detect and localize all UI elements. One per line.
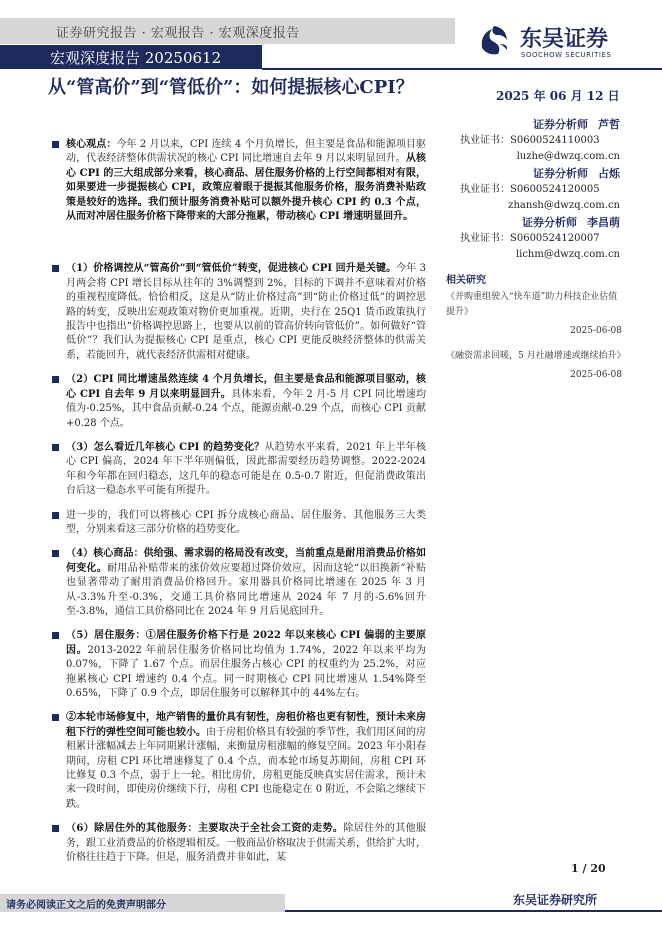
square-bullet-icon [52,141,59,148]
square-bullet-icon [52,512,59,519]
square-bullet-icon [52,714,59,721]
analyst-name: 李昌萌 [587,216,620,229]
square-bullet-icon [52,825,59,832]
analyst-name: 占烁 [598,167,620,180]
analyst-cert: 执业证书：S0600524120005 [460,184,600,195]
related-research [446,271,626,393]
square-bullet-icon [52,444,59,451]
logo-name-en: SOOCHOW SECURITIES [521,51,612,59]
related-title: 相关研究 [446,275,486,286]
related-item[interactable]: 《并购重组驶入“快车道”助力科技企业估值提升》 [446,292,618,317]
paragraph-text: 除居住外的其他服务，跟工业消费品的价格逻辑相反。一般商品价格取决于供需关系，供给扩大时，价格往往趋于下降。但是，服务消费并非如此，某 [66,823,426,864]
paragraph [50,138,426,224]
report-date: 2025 年 06 月 12 日 [496,89,620,103]
related-item[interactable]: 《融资需求回暖，5 月社融增速或继续抬升》 [446,351,626,361]
paragraph-lead: （1）价格调控从“管高价”到“管低价”转变，促进核心 CPI 回升是关键。 [66,263,397,275]
paragraph-lead: ②本轮市场修复中，地产销售的量价具有韧性，房租价格也更有韧性，预计未来房租下行的弹性空间可能也较小。 [66,712,426,738]
logo-name-cn: 东吴证券 [520,27,609,52]
page-number: 1 / 20 [571,862,606,875]
disclaimer-note[interactable]: 请务必阅读正文之后的免责声明部分 [6,900,166,911]
analyst-role: 证券分析师 [533,167,588,180]
soochow-logo-icon [476,22,512,58]
analyst-role: 证券分析师 [522,216,577,229]
analyst-name-line [460,165,620,182]
related-date: 2025-06-08 [570,326,622,336]
paragraph [50,711,426,812]
paragraph [50,262,426,363]
paragraph-text: 今年 2 月以来，CPI 连续 4 个月负增长，但主要是食品和能源项目驱动，代表经济整体供需状况的核心 CPI 同比增速自去年 9 月以来明显回升。 [66,139,426,165]
paragraph [50,373,426,431]
paragraph-lead: （4）核心商品：供给强、需求弱的格局没有改变，当前重点是耐用消费品价格如何变化。 [66,548,426,574]
paragraph [50,822,426,865]
body-column [50,138,426,875]
paragraph-text: 从趋势水平来看，2021 年上半年核心 CPI 偏高，2024 年下半年则偏低，因此都需要经历趋势调整。2022-2024 年和今年都在回归稳态，这几年的稳态可能是在 0.5-0.7 附近，但促消费政策出台后这一稳态水平可能有所提升。 [66,441,426,497]
analyst-name-line [460,214,620,231]
paragraph [50,629,426,701]
analyst-email[interactable]: luzhe@dwzq.com.cn [516,151,620,162]
paragraph-text: 进一步的，我们可以将核心 CPI 拆分成核心商品、居住服务、其他服务三大类型，分别来看这三部分价格的趋势变化。 [66,509,426,535]
paragraph-text: 具体来看，今年 2 月-5 月 CPI 同比增速均值为-0.25%，其中食品贡献-0.24 个点，能源贡献-0.29 个点，而核心 CPI 贡献+0.28 个点。 [66,388,427,429]
footer-rule [285,910,662,912]
paragraph-lead: （3）怎么看近几年核心 CPI 的趋势变化？ [66,441,265,453]
paragraph [50,509,426,538]
analyst-name: 芦哲 [598,118,620,131]
square-bullet-icon [52,550,59,557]
paragraph-text: 由于房租价格具有较强的季节性，我们用区间的房租累计涨幅减去上年同期累计涨幅，来衡量房租涨幅的修复空间。2023 年小阳春期间，房租 CPI 环比增速修复了 0.4 个点，而本轮市场复苏期间，房租 CPI 环比修复 0.3 个点，弱于上一轮。相比房价，房租更能反映真实居住需求，预计未来一段时间，即使房价继续下行，房租 CPI 也能稳定在 0 附近，不会陷之继续下跌。 [66,726,426,810]
analyst-list [460,116,620,263]
paragraph-lead: （2）CPI 同比增速虽然连续 4 个月负增长，但主要是食品和能源项目驱动，核心 CPI 自去年 9 月以来明显回升。 [66,374,426,400]
paragraph-lead: （6）除居住外的其他服务：主要取决于全社会工资的走势。 [66,823,344,835]
analyst-name-line [460,116,620,133]
paragraph-lead: （5）居住服务：①居住服务价格下行是 2022 年以来核心 CPI 偏弱的主要原因。 [66,630,426,656]
header-rule [262,68,662,70]
square-bullet-icon [52,632,59,639]
analyst-entry [460,214,620,263]
square-bullet-icon [52,265,59,272]
analyst-cert: 执业证书：S0600524120007 [460,233,600,244]
spacer [50,234,426,262]
report-type: 宏观深度报告 20250612 [50,49,222,67]
related-date: 2025-06-08 [570,370,622,380]
breadcrumb: 证券研究报告 · 宏观报告 · 宏观深度报告 [56,26,300,41]
analyst-email[interactable]: lichm@dwzq.com.cn [515,249,620,260]
paragraph [50,441,426,499]
footer-org: 东吴证券研究所 [513,893,598,907]
paragraph-text: 今年 3 月两会将 CPI 增长目标从往年的 3%调整到 2%，目标的下调并不意味着对价格的重视程度降低。恰恰相反，这是从“防止价格过高”到“防止价格过低”的调控思路的转变，反映出宏观政策对物价更加重视。近期，央行在 25Q1 货币政策执行报告中也指出“价格调控思路上，也要从以前的管高价转向管低价”。如何做好“管低价”？我们认为提振核心 CPI 是重点，核心 CPI 更能反映经济整体的供需关系，若能回升，就代表经济供需相对健康。 [66,263,426,361]
square-bullet-icon [52,376,59,383]
analyst-entry [460,165,620,214]
analyst-cert: 执业证书：S0600524110003 [460,135,600,146]
paragraph [50,547,426,619]
page-title: 从“管高价”到“管低价”：如何提振核心CPI？ [48,77,414,98]
paragraph-lead: 核心观点： [66,139,117,150]
paragraph-text: 2013-2022 年前居住服务价格同比均值为 1.74%，2022 年以来平均为 0.07%，下降了 1.67 个点。而居住服务占核心 CPI 的权重约为 25.2%，对应拖累核心 CPI 增速约 0.4 个点。同一时期核心 CPI 同比增速从 1.54%降至 0.65%，下降了 0.9 个点，即居住服务可以解释其中的 44%左右。 [66,644,427,699]
paragraph-emphasis: 从核心 CPI 的三大组成部分来看，核心商品、居住服务价格的上行空间都相对有限，如果要进一步提振核心 CPI，政策应着眼于提振其他服务价格，服务消费补贴政策是较好的选择。我们预计服务消费补贴可以额外提升核心 CPI 约 0.3 个点，从而对冲居住服务价格下降带来的大部分拖累，带动核心 CPI 增速明显回升。 [66,153,426,223]
analyst-email[interactable]: zhansh@dwzq.com.cn [508,200,620,211]
paragraph-text: 耐用品补贴带来的涨价效应要超过降价效应，因而这轮“以旧换新”补贴也显著带动了耐用消费品价格回升。家用器具价格同比增速在 2025 年 3 月从-3.3%升至-0.3%，交通工具价格同比增速从 2024 年 7 月的-5.6%回升至-3.8%，通信工具价格同比在 2024 年 9 月后见底回升。 [66,562,426,617]
analyst-role: 证券分析师 [533,118,588,131]
analyst-entry [460,116,620,165]
